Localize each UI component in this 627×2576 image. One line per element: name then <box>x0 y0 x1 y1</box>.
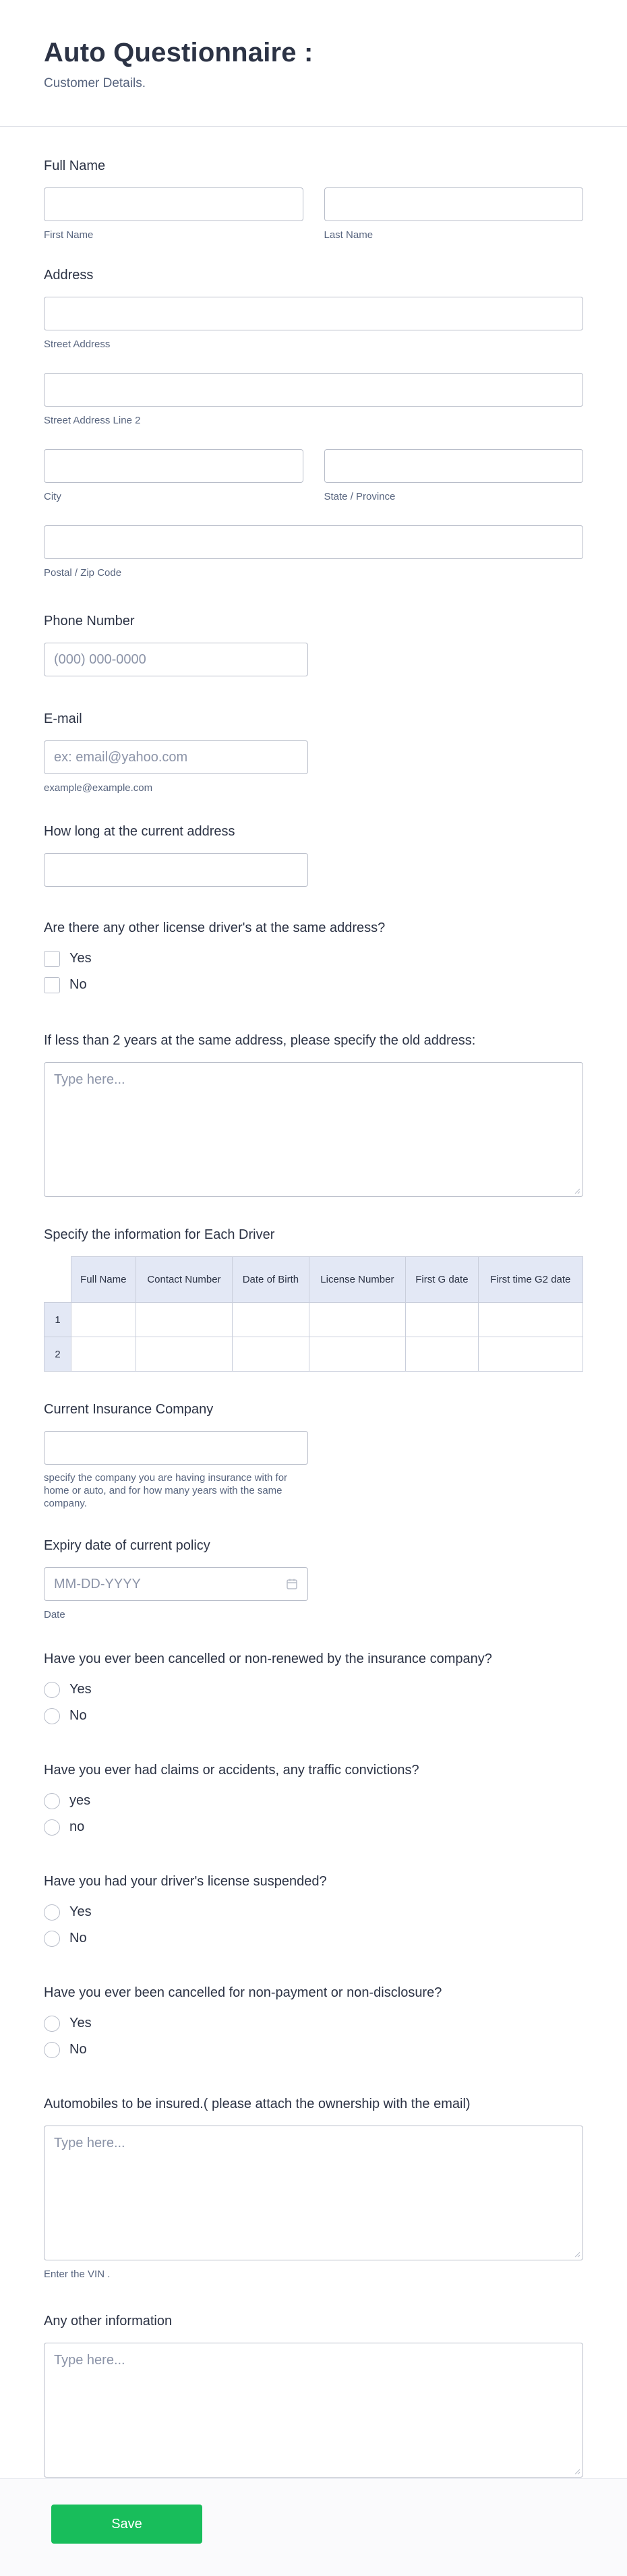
expiry-section <box>44 1538 583 1620</box>
nonpayment-section <box>44 1985 583 2063</box>
city-sublabel: City <box>44 491 61 502</box>
state-sublabel: State / Province <box>324 491 396 502</box>
other-drivers-option-no[interactable] <box>44 972 583 998</box>
page-title: Auto Questionnaire : <box>44 38 314 67</box>
textarea-placeholder: Type here... <box>54 2353 125 2368</box>
first-name-sublabel: First Name <box>44 229 94 241</box>
option-label: Yes <box>69 951 92 966</box>
radio-button[interactable] <box>44 2042 60 2058</box>
table-cell[interactable] <box>233 1337 309 1372</box>
cancelled-option-yes[interactable] <box>44 1676 583 1703</box>
page-subtitle: Customer Details. <box>44 76 146 90</box>
resize-handle-icon[interactable] <box>574 2468 580 2475</box>
radio-button[interactable] <box>44 1793 60 1809</box>
calendar-icon[interactable] <box>286 1578 298 1590</box>
resize-handle-icon[interactable] <box>574 1188 580 1194</box>
table-corner <box>44 1257 71 1303</box>
table-cell[interactable] <box>478 1303 583 1337</box>
address-section <box>44 268 583 579</box>
email-label: E-mail <box>44 711 82 726</box>
postal-code-input[interactable] <box>44 525 583 559</box>
phone-label: Phone Number <box>44 614 135 628</box>
old-address-section <box>44 1033 583 1197</box>
expiry-date-input[interactable] <box>44 1567 308 1601</box>
table-cell[interactable] <box>309 1337 406 1372</box>
option-label: yes <box>69 1793 91 1808</box>
phone-section <box>44 614 583 676</box>
claims-option-yes[interactable] <box>44 1788 583 1814</box>
column-header: First G date <box>406 1257 478 1303</box>
first-name-input[interactable] <box>44 187 303 221</box>
option-label: No <box>69 1931 87 1945</box>
street-address-2-input[interactable] <box>44 373 583 407</box>
resize-handle-icon[interactable] <box>574 2251 580 2258</box>
state-input[interactable] <box>324 449 584 483</box>
other-drivers-label: Are there any other license driver's at the same address? <box>44 920 386 935</box>
column-header: Full Name <box>71 1257 136 1303</box>
table-cell[interactable] <box>309 1303 406 1337</box>
insurance-company-section <box>44 1402 583 1510</box>
option-label: no <box>69 1819 85 1834</box>
suspended-option-no[interactable] <box>44 1925 583 1952</box>
table-cell[interactable] <box>478 1337 583 1372</box>
table-cell[interactable] <box>136 1337 233 1372</box>
insurance-company-input[interactable] <box>44 1431 308 1465</box>
radio-button[interactable] <box>44 2016 60 2032</box>
how-long-label: How long at the current address <box>44 824 235 839</box>
postal-code-sublabel: Postal / Zip Code <box>44 567 122 579</box>
other-drivers-option-yes[interactable] <box>44 945 583 972</box>
full-name-label: Full Name <box>44 158 106 173</box>
nonpayment-label: Have you ever been cancelled for non-payment or non-disclosure? <box>44 1985 442 2000</box>
suspended-section <box>44 1874 583 1952</box>
other-info-textarea[interactable] <box>44 2343 583 2478</box>
address-label: Address <box>44 268 94 283</box>
insurance-company-hint: specify the company you are having insurance with for home or auto, and for how many years with the same company. <box>44 1472 288 1509</box>
form-footer <box>0 2478 627 2576</box>
radio-button[interactable] <box>44 1904 60 1921</box>
cancelled-label: Have you ever been cancelled or non-renewed by the insurance company? <box>44 1651 492 1666</box>
automobiles-section <box>44 2097 583 2280</box>
option-label: No <box>69 1708 87 1723</box>
old-address-textarea[interactable] <box>44 1062 583 1197</box>
other-info-label: Any other information <box>44 2314 173 2329</box>
option-label: Yes <box>69 1682 92 1697</box>
checkbox[interactable] <box>44 951 60 967</box>
row-number: 2 <box>44 1337 71 1372</box>
table-row <box>44 1337 583 1372</box>
textarea-placeholder: Type here... <box>54 1072 125 1087</box>
insurance-company-label: Current Insurance Company <box>44 1402 214 1417</box>
table-cell[interactable] <box>71 1303 136 1337</box>
other-info-section <box>44 2314 583 2497</box>
drivers-table-section <box>44 1227 583 1372</box>
automobiles-label: Automobiles to be insured.( please attach the ownership with the email) <box>44 2097 471 2111</box>
nonpayment-option-yes[interactable] <box>44 2010 583 2037</box>
street-address-2-sublabel: Street Address Line 2 <box>44 415 141 426</box>
cancelled-section <box>44 1651 583 1729</box>
claims-section <box>44 1763 583 1840</box>
row-number: 1 <box>44 1303 71 1337</box>
column-header: License Number <box>309 1257 406 1303</box>
automobiles-textarea[interactable] <box>44 2126 583 2260</box>
suspended-option-yes[interactable] <box>44 1899 583 1925</box>
cancelled-option-no[interactable] <box>44 1703 583 1729</box>
option-label: No <box>69 977 87 992</box>
city-input[interactable] <box>44 449 303 483</box>
phone-input[interactable]: (000) 000-0000 <box>44 643 308 676</box>
column-header: Date of Birth <box>233 1257 309 1303</box>
option-label: Yes <box>69 1904 92 1919</box>
table-cell[interactable] <box>136 1303 233 1337</box>
radio-button[interactable] <box>44 1819 60 1836</box>
radio-button[interactable] <box>44 1931 60 1947</box>
drivers-table <box>44 1256 583 1372</box>
how-long-section <box>44 824 583 887</box>
last-name-sublabel: Last Name <box>324 229 374 241</box>
save-button[interactable]: Save <box>51 2505 202 2544</box>
automobiles-sublabel: Enter the VIN . <box>44 2268 111 2280</box>
claims-label: Have you ever had claims or accidents, any traffic convictions? <box>44 1763 419 1778</box>
expiry-sublabel: Date <box>44 1609 65 1620</box>
how-long-input[interactable] <box>44 853 308 887</box>
email-section <box>44 711 583 794</box>
nonpayment-option-no[interactable] <box>44 2037 583 2063</box>
email-input[interactable]: ex: email@yahoo.com <box>44 740 308 774</box>
email-sublabel: example@example.com <box>44 782 153 794</box>
form-header <box>0 0 627 127</box>
table-row <box>44 1303 583 1337</box>
old-address-label: If less than 2 years at the same address, please specify the old address: <box>44 1033 476 1048</box>
street-address-sublabel: Street Address <box>44 339 111 350</box>
column-header: First time G2 date <box>478 1257 583 1303</box>
claims-option-no[interactable] <box>44 1814 583 1840</box>
table-cell[interactable] <box>406 1337 478 1372</box>
full-name-section <box>44 158 583 241</box>
form-content <box>0 158 627 2497</box>
option-label: Yes <box>69 2016 92 2030</box>
date-placeholder: MM-DD-YYYY <box>54 1576 141 1591</box>
checkbox[interactable] <box>44 977 60 993</box>
expiry-label: Expiry date of current policy <box>44 1538 210 1553</box>
table-cell[interactable] <box>233 1303 309 1337</box>
suspended-label: Have you had your driver's license suspended? <box>44 1874 327 1889</box>
radio-button[interactable] <box>44 1682 60 1698</box>
other-drivers-section <box>44 920 583 998</box>
drivers-table-label: Specify the information for Each Driver <box>44 1227 275 1242</box>
last-name-input[interactable] <box>324 187 584 221</box>
radio-button[interactable] <box>44 1708 60 1724</box>
column-header: Contact Number <box>136 1257 233 1303</box>
table-cell[interactable] <box>71 1337 136 1372</box>
option-label: No <box>69 2042 87 2057</box>
table-cell[interactable] <box>406 1303 478 1337</box>
textarea-placeholder: Type here... <box>54 2136 125 2150</box>
street-address-input[interactable] <box>44 297 583 330</box>
